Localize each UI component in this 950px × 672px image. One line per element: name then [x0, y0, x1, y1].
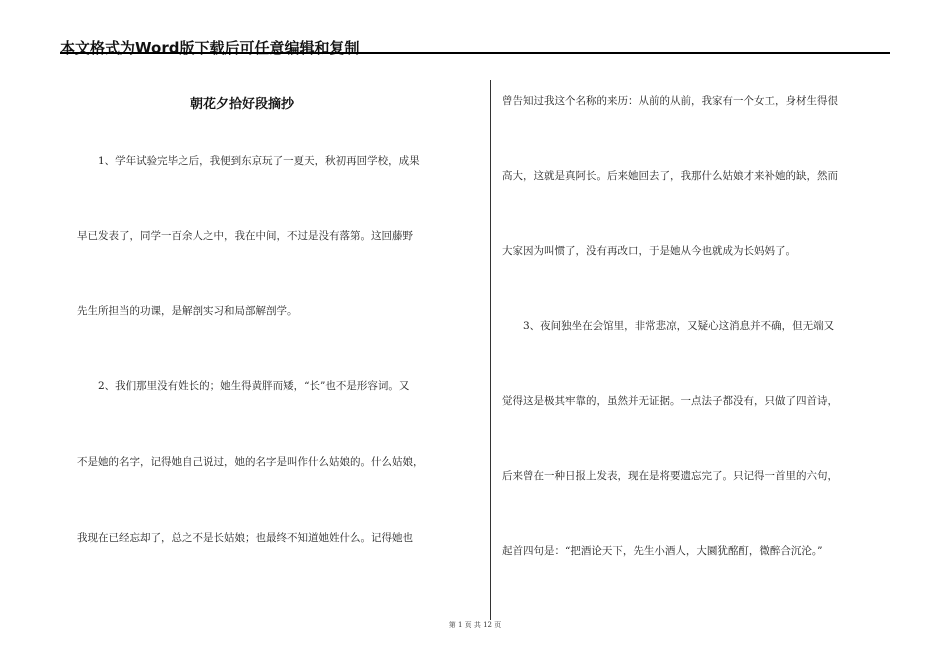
- text-line: 觉得这是极其牢靠的，虽然并无证据。一点法子都没有，只做了四首诗，: [502, 395, 838, 407]
- document-title: 朝花夕拾好段摘抄: [190, 97, 295, 112]
- text-line: 3、夜间独坐在会馆里，非常悲凉，又疑心这消息并不确，但无端又: [523, 320, 835, 332]
- text-line: 1、学年试验完毕之后，我便到东京玩了一夏天，秋初再回学校，成果: [98, 155, 420, 167]
- page-footer: 第 1 页 共 12 页: [448, 621, 502, 629]
- text-line: 起首四句是：“把酒论天下，先生小酒人，大圜犹酩酊，微醉合沉沦。”: [502, 545, 823, 557]
- text-line: 高大，这就是真阿长。后来她回去了，我那什么姑娘才来补她的缺，然而: [502, 170, 838, 182]
- text-line: 曾告知过我这个名称的来历：从前的从前，我家有一个女工，身材生得很: [502, 95, 838, 107]
- text-line: 后来曾在一种日报上发表，现在是将要遗忘完了。只记得一首里的六句，: [502, 470, 838, 482]
- text-line: 早已发表了，同学一百余人之中，我在中间，不过是没有落第。这回藤野: [77, 230, 413, 242]
- text-line: 不是她的名字，记得她自己说过，她的名字是叫作什么姑娘的。什么姑娘，: [77, 456, 424, 468]
- text-line: 2、我们那里没有姓长的；她生得黄胖而矮，“长”也不是形容词。又: [98, 380, 410, 392]
- page-header: 本文格式为Word版下载后可任意编辑和复制: [60, 39, 360, 57]
- text-line: 先生所担当的功课，是解剖实习和局部解剖学。: [77, 305, 298, 317]
- column-divider: [490, 80, 491, 620]
- text-line: 我现在已经忘却了，总之不是长姑娘；也最终不知道她姓什么。记得她也: [77, 532, 413, 544]
- text-line: 大家因为叫惯了，没有再改口，于是她从今也就成为长妈妈了。: [502, 245, 796, 257]
- header-rule: [60, 52, 890, 54]
